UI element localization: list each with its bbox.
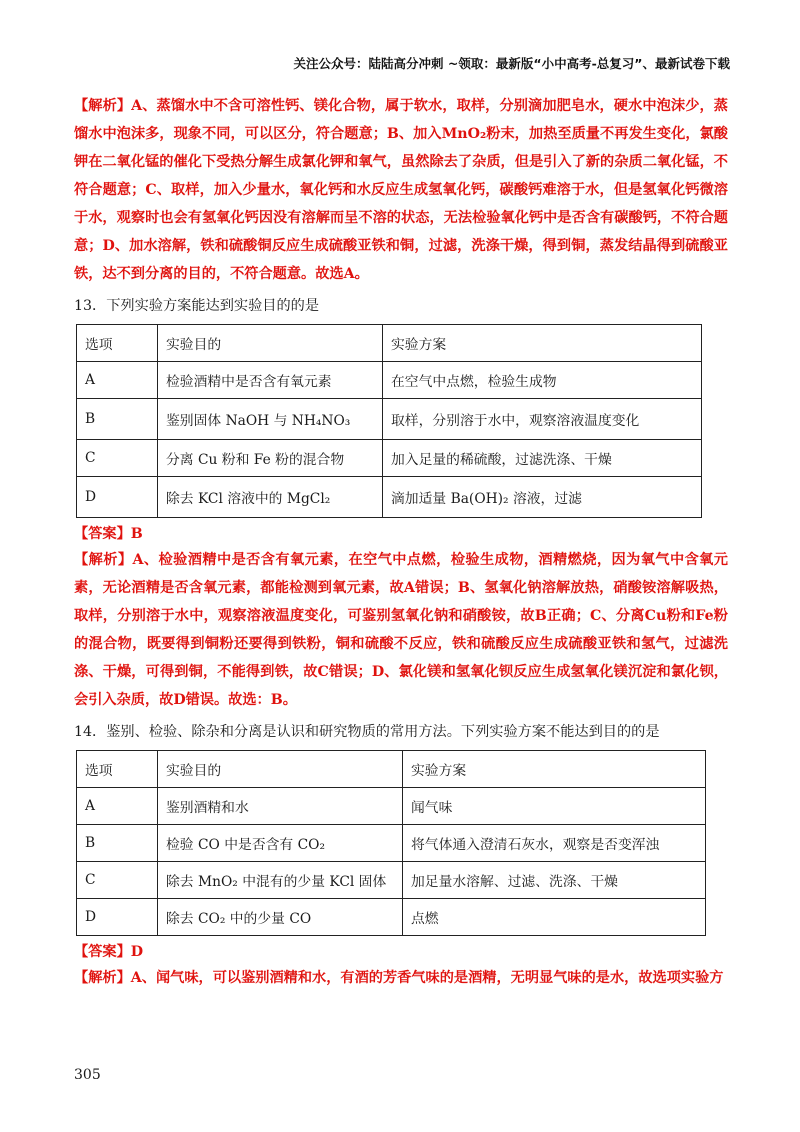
table-cell: D (77, 477, 158, 518)
table-cell: B (77, 825, 158, 862)
table-header-cell: 实验方案 (403, 751, 706, 788)
explanation-text: A、闻气味，可以鉴别酒精和水，有酒的芳香气味的是酒精，无明显气味的是水，故选项实验方 (130, 970, 724, 986)
table-row (77, 825, 706, 862)
table-cell: 取样，分别溶于水中，观察溶液温度变化 (383, 399, 702, 440)
table-header-cell: 实验目的 (158, 325, 383, 362)
question-13-table (76, 324, 702, 518)
table-header-cell: 选项 (77, 325, 158, 362)
table-cell: 除去 CO₂ 中的少量 CO (158, 899, 403, 936)
question-13-answer (74, 522, 728, 546)
table-cell: 检验酒精中是否含有氧元素 (158, 362, 383, 399)
question-14-answer (74, 940, 728, 964)
table-cell: 闻气味 (403, 788, 706, 825)
explanation-tag: 【解析】 (74, 970, 131, 986)
answer-tag: 【答案】 (74, 944, 131, 960)
table-cell: 滴加适量 Ba(OH)₂ 溶液，过滤 (383, 477, 702, 518)
table-header-cell: 实验目的 (158, 751, 403, 788)
table-row (77, 399, 702, 440)
table-cell: 鉴别酒精和水 (158, 788, 403, 825)
explanation-tag: 【解析】 (74, 552, 133, 568)
table-header-row (77, 751, 706, 788)
table-cell: D (77, 899, 158, 936)
table-cell: 加入足量的稀硫酸，过滤洗涤、干燥 (383, 440, 702, 477)
table-cell: 加足量水溶解、过滤、洗涤、干燥 (403, 862, 706, 899)
table-cell: A (77, 362, 158, 399)
explanation-text: A、检验酒精中是否含有氧元素，在空气中点燃，检验生成物，酒精燃烧，因为氧气中含氧元素，无论酒精是否含氧元素，都能检测到氧元素，故A错误；B、氢氧化钠溶解放热，硝酸铵溶解吸热，取样，分别溶于水中，观察溶液温度变化，可鉴别氢氧化钠和硝酸铵，故B正确；C、分离Cu粉和Fe粉的混合物，既要得到铜粉还要得到铁粉，铜和硫酸不反应，铁和硫酸反应生成硫酸亚铁和氢气，过滤洗涤、干燥，可得到铜，不能得到铁，故C错误；D、氯化镁和氢氧化钡反应生成氢氧化镁沉淀和氯化钡，会引入杂质，故D错误。故选：B。 (74, 552, 728, 708)
table-row (77, 362, 702, 399)
question-14-stem: 14．鉴别、检验、除杂和分离是认识和研究物质的常用方法。下列实验方案不能达到目的的是 (74, 724, 660, 740)
table-cell: C (77, 862, 158, 899)
prev-explanation (74, 92, 728, 288)
question-13-stem: 13．下列实验方案能达到实验目的的是 (74, 298, 320, 314)
table-row (77, 477, 702, 518)
table-header-cell: 选项 (77, 751, 158, 788)
explanation-tag: 【解析】 (74, 98, 132, 114)
header-note: 关注公众号：陆陆高分冲刺 ~领取：最新版“小中高考-总复习”、最新试卷下载 (293, 56, 730, 71)
table-row (77, 899, 706, 936)
table-cell: 鉴别固体 NaOH 与 NH₄NO₃ (158, 399, 383, 440)
table-cell: 除去 KCl 溶液中的 MgCl₂ (158, 477, 383, 518)
table-cell: 将气体通入澄清石灰水，观察是否变浑浊 (403, 825, 706, 862)
page-content (74, 92, 728, 992)
answer-tag: 【答案】 (74, 526, 131, 542)
table-cell: 点燃 (403, 899, 706, 936)
table-cell: A (77, 788, 158, 825)
table-header-cell: 实验方案 (383, 325, 702, 362)
table-cell: 在空气中点燃，检验生成物 (383, 362, 702, 399)
table-cell: C (77, 440, 158, 477)
explanation-text: A、蒸馏水中不含可溶性钙、镁化合物，属于软水，取样，分别滴加肥皂水，硬水中泡沫少，蒸馏水中泡沫多，现象不同，可以区分，符合题意；B、加入MnO₂粉末，加热至质量不再发生变化，氯酸钾在二氧化锰的催化下受热分解生成氯化钾和氧气，虽然除去了杂质，但是引入了新的杂质二氧化锰，不符合题意；C、取样，加入少量水，氧化钙和水反应生成氢氧化钙，碳酸钙难溶于水，但是氢氧化钙微溶于水，观察时也会有氢氧化钙因没有溶解而呈不溶的状态，无法检验氧化钙中是否含有碳酸钙，不符合题意；D、加水溶解，铁和硫酸铜反应生成硫酸亚铁和铜，过滤，洗涤干燥，得到铜，蒸发结晶得到硫酸亚铁，达不到分离的目的，不符合题意。故选A。 (74, 98, 728, 282)
table-row (77, 862, 706, 899)
table-row (77, 788, 706, 825)
question-14-table (76, 750, 706, 936)
question-14-explanation (74, 964, 728, 992)
answer-value: B (130, 526, 143, 542)
answer-value: D (130, 944, 144, 960)
page-number: 305 (74, 1067, 101, 1083)
table-cell: B (77, 399, 158, 440)
question-13-explanation (74, 546, 728, 714)
table-cell: 分离 Cu 粉和 Fe 粉的混合物 (158, 440, 383, 477)
table-row (77, 440, 702, 477)
table-cell: 检验 CO 中是否含有 CO₂ (158, 825, 403, 862)
table-header-row (77, 325, 702, 362)
table-cell: 除去 MnO₂ 中混有的少量 KCl 固体 (158, 862, 403, 899)
